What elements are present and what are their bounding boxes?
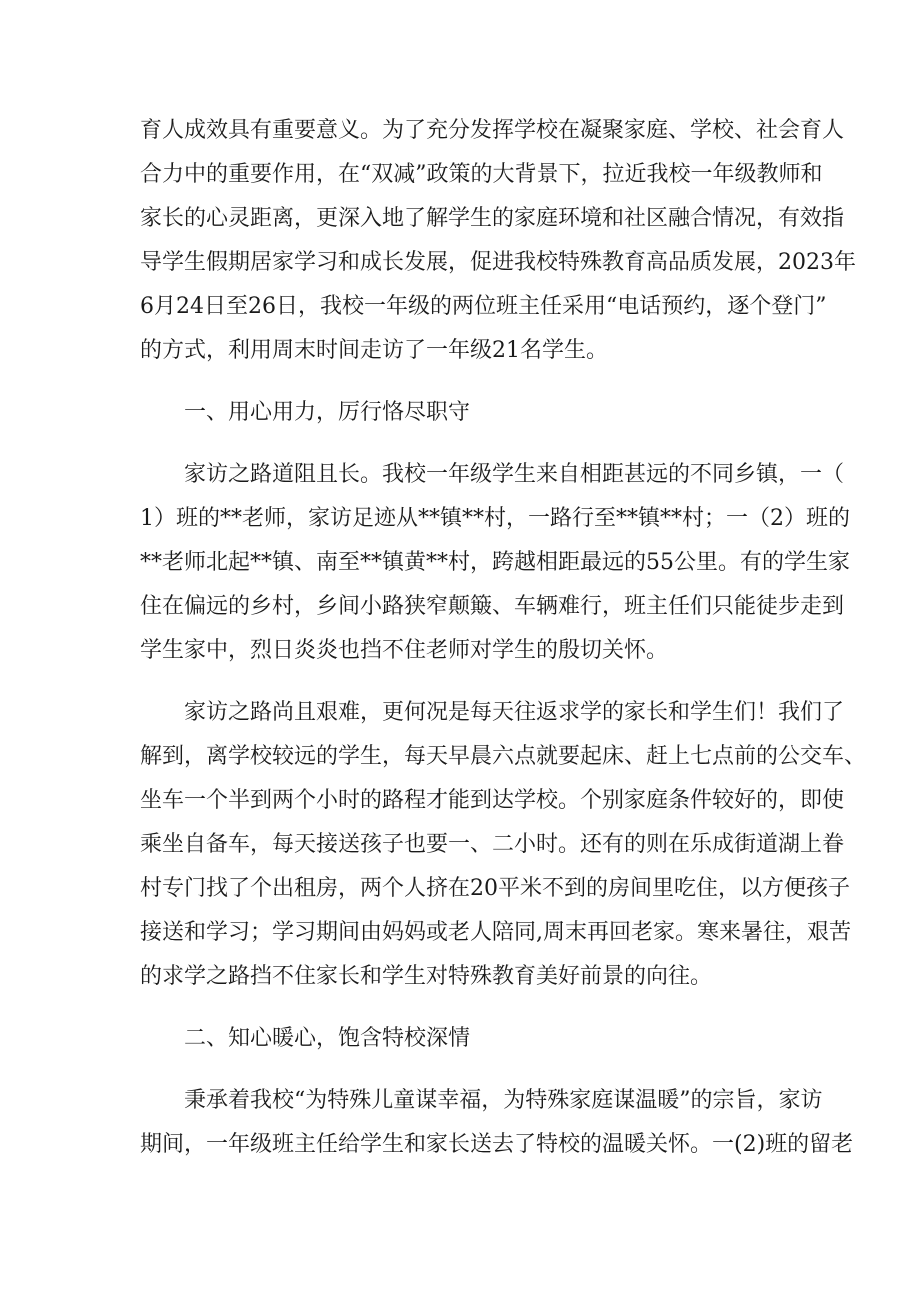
paragraph-intro [140, 109, 856, 373]
text-line: 乘坐自备车，每天接送孩子也要一、二小时。还有的则在乐成街道湖上眷 [140, 832, 845, 857]
paragraph-home-visit-route [140, 453, 850, 673]
text-line: 家访之路道阻且长。我校一年级学生来自相距甚远的不同乡镇，一（ [184, 462, 845, 487]
text-line: **老师北起**镇、南至**镇黄**村，跨越相距最远的55公里。有的学生家 [140, 550, 850, 575]
section-heading-2 [140, 1017, 800, 1061]
text-line: 秉承着我校“为特殊儿童谋幸福，为特殊家庭谋温暖”的宗旨，家访 [184, 1088, 823, 1113]
text-line: 的求学之路挡不住家长和学生对特殊教育美好前景的向往。 [140, 964, 713, 989]
document-body [140, 109, 867, 1167]
text-line: 家访之路尚且艰难，更何况是每天往返求学的家长和学生们！我们了 [184, 700, 845, 725]
text-line: 接送和学习；学习期间由妈妈或老人陪同,周末再回老家。寒来暑往，艰苦 [140, 920, 851, 945]
text-line: 的方式，利用周末时间走访了一年级21名学生。 [140, 338, 608, 363]
text-line: 6月24日至26日，我校一年级的两位班主任采用“电话预约，逐个登门” [140, 294, 827, 319]
text-line: 村专门找了个出租房，两个人挤在20平米不到的房间里吃住，以方便孩子 [140, 876, 850, 901]
text-line: 导学生假期居家学习和成长发展，促进我校特殊教育高品质发展，2023年 [140, 250, 856, 275]
text-line: 合力中的重要作用，在“双减”政策的大背景下，拉近我校一年级教师和 [140, 162, 823, 187]
text-line: 解到，离学校较远的学生，每天早晨六点就要起床、赶上七点前的公交车、 [140, 744, 867, 769]
text-line: 住在偏远的乡村，乡间小路狭窄颠簸、车辆难行，班主任们只能徒步走到 [140, 594, 845, 619]
text-line: 期间，一年级班主任给学生和家长送去了特校的温暖关怀。一(2)班的留老 [140, 1132, 854, 1157]
text-line: 1）班的**老师，家访足迹从**镇**村，一路行至**镇**村；一（2）班的 [140, 506, 850, 531]
text-line: 学生家中，烈日炎炎也挡不住老师对学生的殷切关怀。 [140, 638, 669, 663]
text-line: 坐车一个半到两个小时的路程才能到达学校。个别家庭条件较好的，即使 [140, 788, 845, 813]
heading-text: 一、用心用力，厉行恪尽职守 [184, 400, 471, 425]
text-line: 育人成效具有重要意义。为了充分发挥学校在凝聚家庭、学校、社会育人 [140, 118, 845, 143]
paragraph-care [140, 1079, 854, 1167]
heading-text: 二、知心暖心，饱含特校深情 [184, 1026, 471, 1051]
text-line: 家长的心灵距离，更深入地了解学生的家庭环境和社区融合情况，有效指 [140, 206, 845, 231]
section-heading-1 [140, 391, 800, 435]
paragraph-commute [140, 691, 867, 999]
